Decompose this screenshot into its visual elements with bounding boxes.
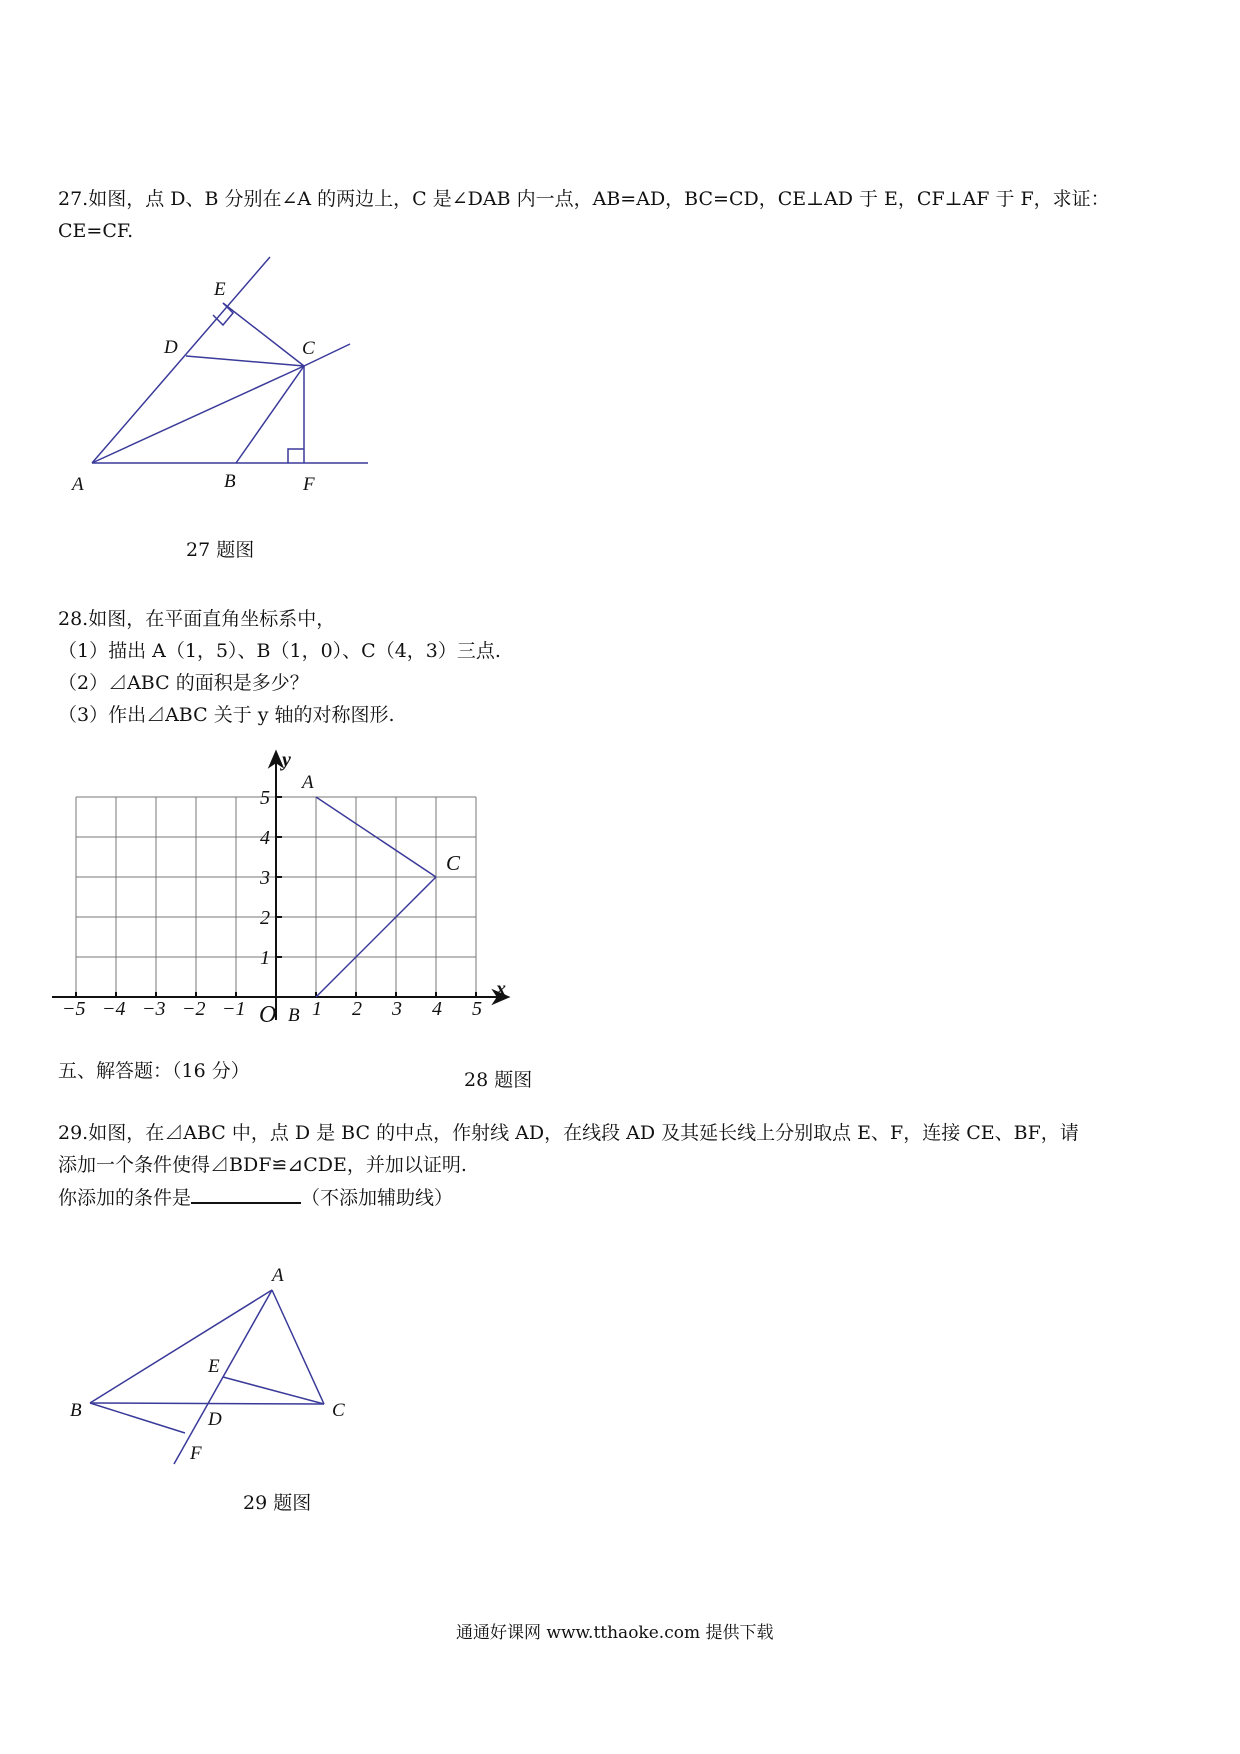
q27-label-E: E xyxy=(214,279,226,300)
q27-label-B: B xyxy=(224,471,236,492)
section-5-heading: 五、解答题：（16 分） xyxy=(58,1060,250,1082)
q29-label-A: A xyxy=(272,1265,284,1286)
q29-line3-prefix: 你添加的条件是 xyxy=(58,1187,192,1209)
x-tick-label: 2 xyxy=(352,998,362,1020)
y-tick-label: 5 xyxy=(260,787,270,809)
q27-label-C: C xyxy=(302,338,315,359)
q29-line1: 29.如图，在⊿ABC 中，点 D 是 BC 的中点，作射线 AD，在线段 AD 及其延长线上分别取点 E、F，连接 CE、BF，请 xyxy=(58,1122,1079,1144)
q27-label-F: F xyxy=(303,474,315,495)
q28-intro: 28.如图，在平面直角坐标系中， xyxy=(58,608,336,630)
q27-line2: CE=CF. xyxy=(58,220,134,242)
x-tick-label: −1 xyxy=(222,998,246,1020)
q28-x-label: x xyxy=(496,978,506,1000)
q27-label-A: A xyxy=(72,474,84,495)
q29-label-F: F xyxy=(190,1443,202,1464)
x-tick-label: 1 xyxy=(312,998,322,1020)
q29-label-E: E xyxy=(208,1356,220,1377)
q28-caption: 28 题图 xyxy=(464,1069,533,1091)
x-tick-label: −5 xyxy=(62,998,86,1020)
q28-label-A: A xyxy=(302,772,314,793)
q29-line3-suffix: （不添加辅助线） xyxy=(301,1187,454,1209)
y-tick-label: 3 xyxy=(260,867,270,889)
y-tick-label: 1 xyxy=(260,947,270,969)
q28-part1: （1）描出 A（1，5）、B（1，0）、C（4，3）三点. xyxy=(58,640,501,662)
x-tick-label: −2 xyxy=(182,998,206,1020)
x-tick-label: −4 xyxy=(102,998,126,1020)
q28-part3: （3）作出⊿ABC 关于 y 轴的对称图形. xyxy=(58,704,395,726)
x-tick-label: 5 xyxy=(472,998,482,1020)
y-tick-label: 4 xyxy=(260,827,270,849)
q28-origin-label: O xyxy=(259,1002,277,1028)
page-footer: 通通好课网 www.tthaoke.com 提供下载 xyxy=(456,1623,774,1643)
q29-label-C: C xyxy=(332,1400,345,1421)
q28-label-C: C xyxy=(446,851,461,875)
q27-label-D: D xyxy=(164,337,178,358)
q29-label-B: B xyxy=(70,1400,82,1421)
x-tick-label: 3 xyxy=(392,998,402,1020)
x-tick-label: −3 xyxy=(142,998,166,1020)
q29-caption: 29 题图 xyxy=(243,1492,312,1514)
q27-line1: 27.如图，点 D、B 分别在∠A 的两边上，C 是∠DAB 内一点，AB=AD，BC=CD，CE⊥AD 于 E，CF⊥AF 于 F，求证： xyxy=(58,188,1110,210)
y-tick-label: 2 xyxy=(260,907,270,929)
q28-label-B: B xyxy=(288,1005,300,1026)
q28-y-label: y xyxy=(282,749,291,771)
q29-line2: 添加一个条件使得⊿BDF≌⊿CDE，并加以证明. xyxy=(58,1154,467,1176)
q29-label-D: D xyxy=(208,1409,222,1430)
x-tick-label: 4 xyxy=(432,998,442,1020)
q28-part2: （2）⊿ABC 的面积是多少？ xyxy=(58,672,309,694)
q27-caption: 27 题图 xyxy=(186,539,255,561)
